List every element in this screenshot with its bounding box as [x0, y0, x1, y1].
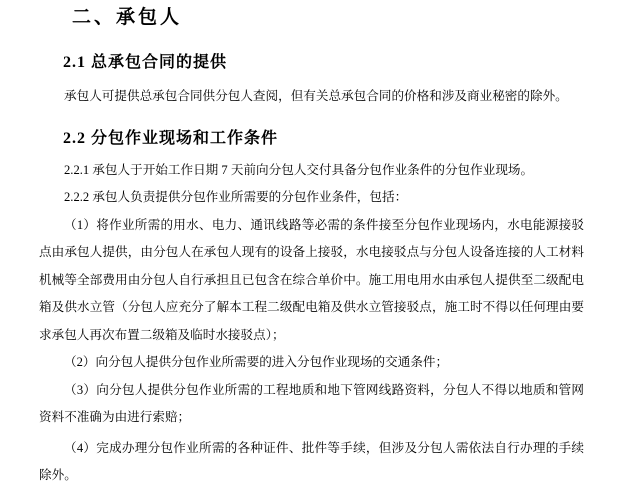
section-heading-2-1: 2.1 总承包合同的提供 — [63, 54, 228, 71]
paragraph-2-2-1: 2.2.1 承包人于开始工作日期 7 天前向分包人交付具备分包作业条件的分包作业现场。 — [64, 162, 534, 177]
section-2-2 — [39, 128, 584, 490]
document-title: 二、承包人 — [72, 7, 183, 28]
paragraph-item-1: （1）将作业所需的用水、电力、通讯线路等必需的条件接至分包作业现场内，水电能源接驳点由承包人提供，由分包人在承包人现有的设备上接驳，水电接驳点与分包人设备连接的人工材料机械等全部费用由分包人自行承担且已包含在综合单价中。施工用电用水由承包人提供至二级配电箱及供水立管（分包人应充分了解本工程二级配电箱及供水立管接驳点，施工时不得以任何理由要求承包人再次布置二级箱及临时水接驳点）； — [39, 217, 584, 342]
paragraph-item-2: （2）向分包人提供分包作业所需要的进入分包作业现场的交通条件； — [64, 355, 449, 369]
paragraph-item-4: （4）完成办理分包作业所需的各种证件、批件等手续，但涉及分包人需依法自行办理的手续除外。 — [39, 440, 584, 482]
section-2-1 — [39, 52, 584, 111]
section-heading-2-2: 2.2 分包作业现场和工作条件 — [63, 129, 279, 147]
paragraph-2-2-2: 2.2.2 承包人负责提供分包作业所需要的分包作业条件，包括： — [64, 190, 408, 204]
paragraph-item-3: （3）向分包人提供分包作业所需的工程地质和地下管网线路资料，分包人不得以地质和管网资料不准确为由进行索赔； — [39, 382, 584, 424]
paragraph-general-contract: 承包人可提供总承包合同供分包人查阅，但有关总承包合同的价格和涉及商业秘密的除外。 — [64, 89, 568, 103]
